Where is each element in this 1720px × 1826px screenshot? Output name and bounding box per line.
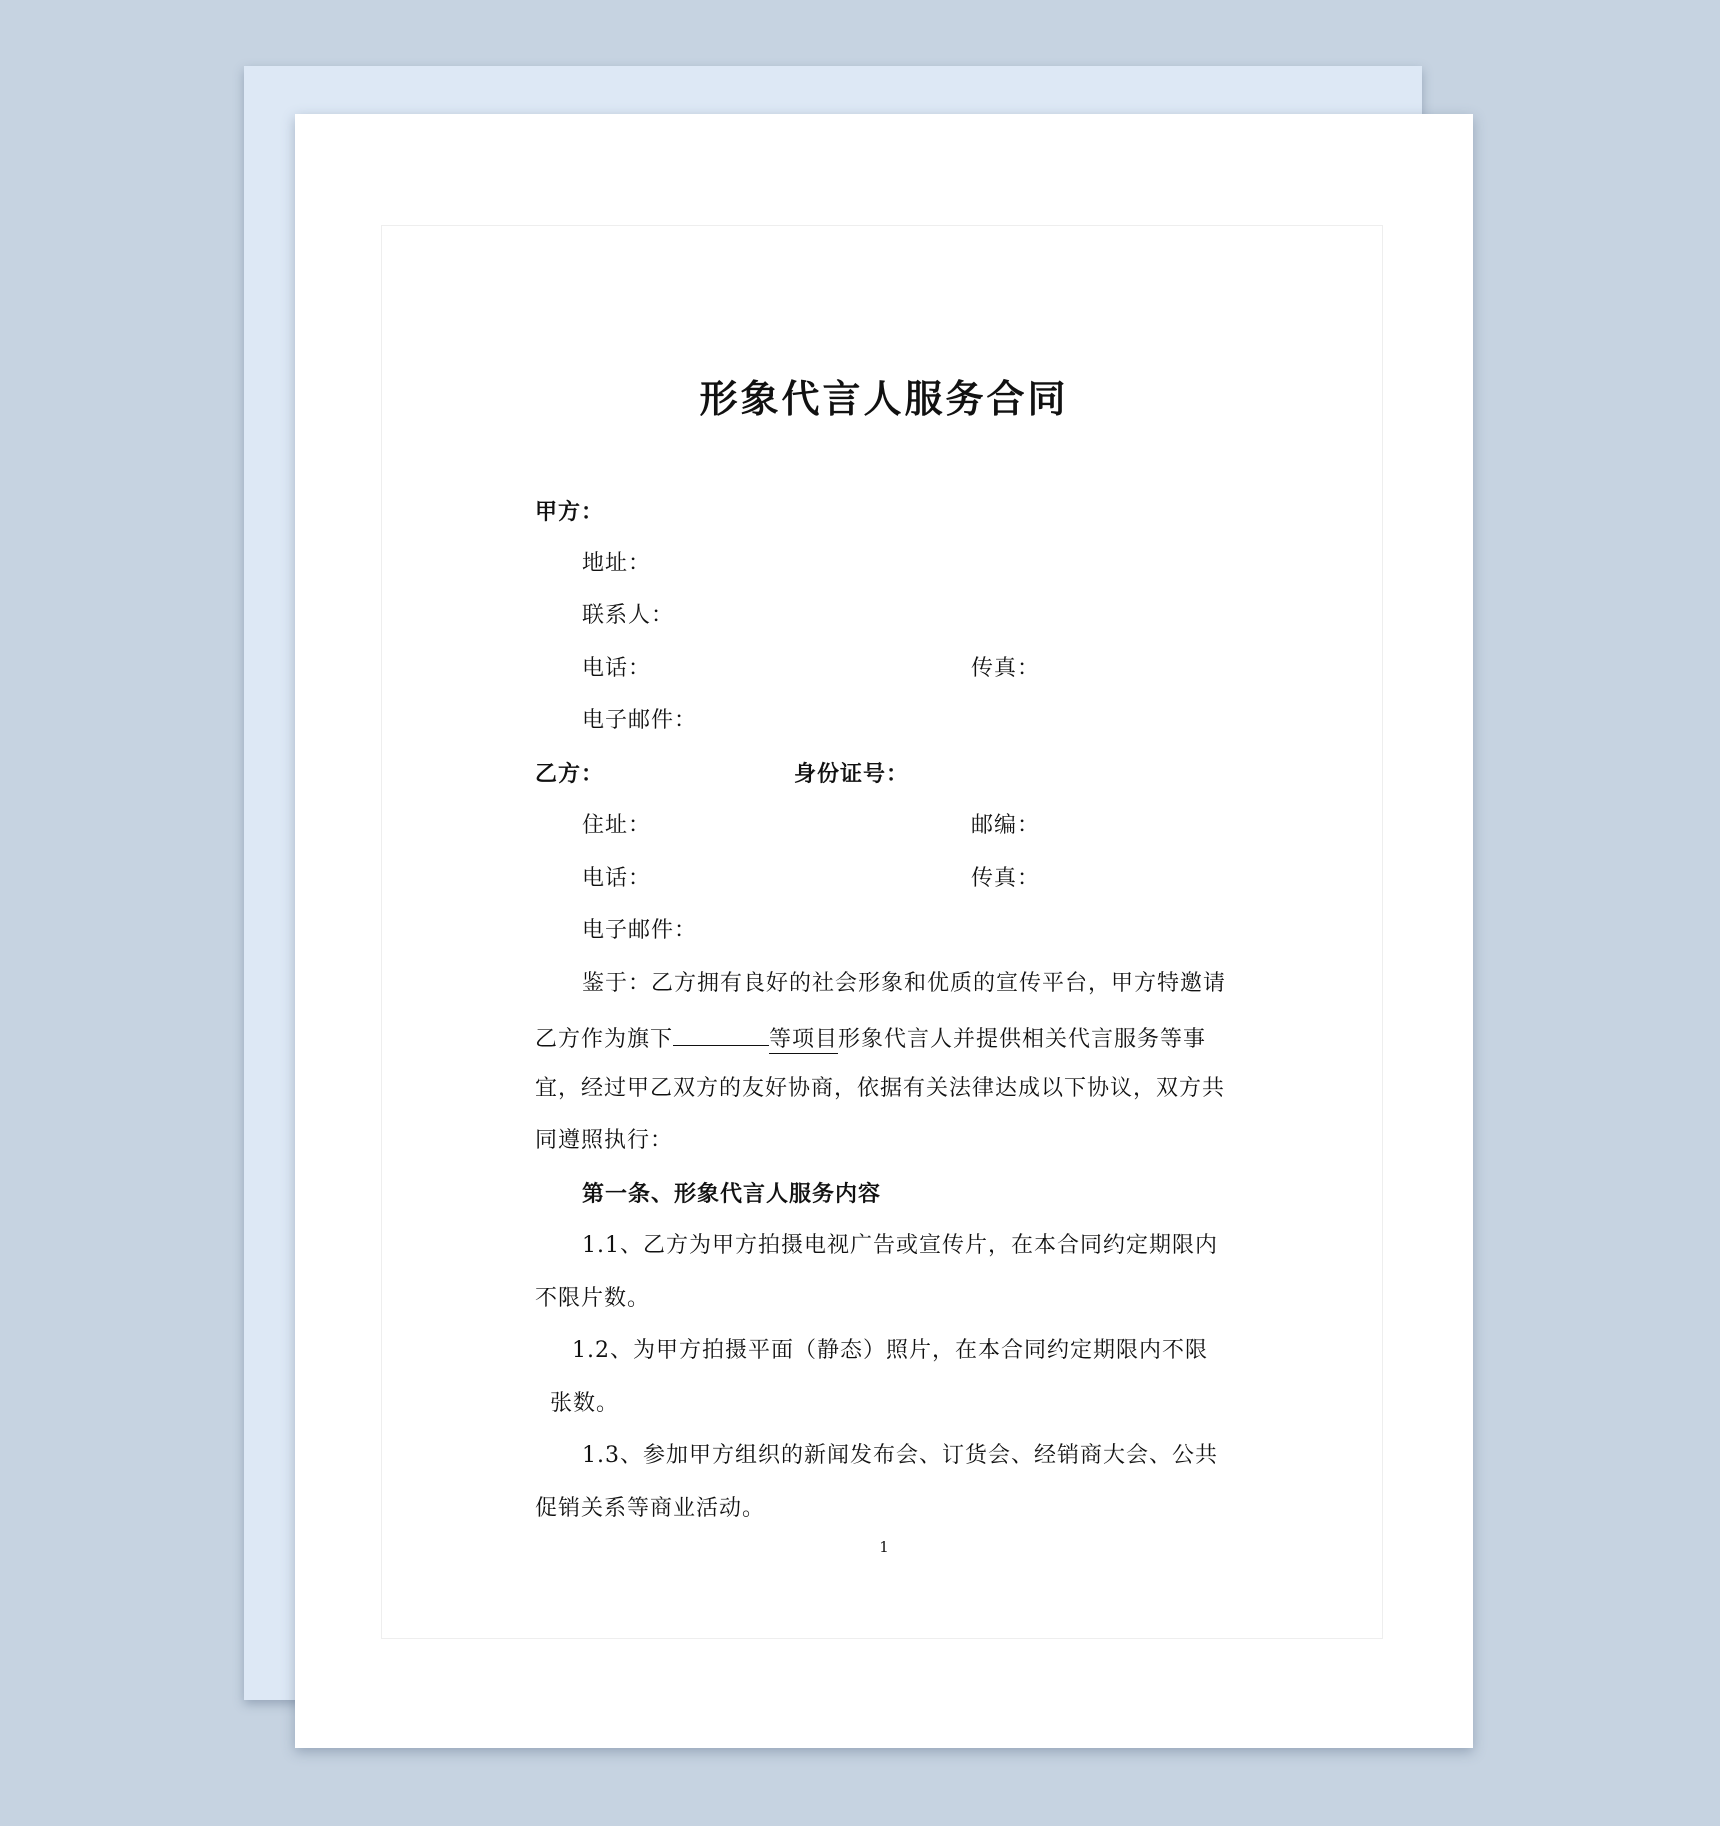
page-margin-box	[381, 225, 1383, 1639]
party-a-address-label: 地址：	[582, 551, 652, 576]
party-b-label: 乙方：	[535, 761, 605, 787]
preamble-line-1: 鉴于：乙方拥有良好的社会形象和优质的宣传平台，甲方特邀请	[582, 971, 1227, 996]
party-a-email-label: 电子邮件：	[582, 708, 698, 733]
preamble-line-2	[535, 1021, 1206, 1055]
document-page	[295, 114, 1473, 1748]
party-b-phone-label: 电话：	[582, 866, 652, 891]
party-a-phone-label: 电话：	[582, 656, 652, 681]
clause-1-2-line-2: 张数。	[550, 1391, 620, 1416]
article-1-heading: 第一条、形象代言人服务内容	[582, 1181, 882, 1207]
party-b-id-number-label: 身份证号：	[794, 761, 910, 787]
party-b-fax-label: 传真：	[971, 866, 1041, 891]
party-a-contact-label: 联系人：	[582, 603, 675, 628]
party-b-email-label: 电子邮件：	[582, 918, 698, 943]
preamble-line-3: 宜，经过甲乙双方的友好协商，依据有关法律达成以下协议，双方共	[535, 1076, 1226, 1101]
clause-1-2-line-1: 1.2、为甲方拍摄平面（静态）照片，在本合同约定期限内不限	[572, 1338, 1208, 1363]
page-number: 1	[879, 1538, 889, 1556]
preamble-line-2-prefix: 乙方作为旗下	[535, 1027, 674, 1052]
preamble-underlined-text: 等项目	[769, 1027, 839, 1052]
document-title: 形象代言人服务合同	[699, 376, 1069, 421]
project-name-blank	[673, 1021, 769, 1046]
party-a-fax-label: 传真：	[971, 656, 1041, 681]
party-b-residence-label: 住址：	[582, 813, 652, 838]
preamble-line-4: 同遵照执行：	[535, 1128, 674, 1153]
preamble-line-2-suffix: 形象代言人并提供相关代言服务等事	[838, 1027, 1207, 1052]
clause-1-3-line-1: 1.3、参加甲方组织的新闻发布会、订货会、经销商大会、公共	[582, 1443, 1218, 1468]
clause-1-1-line-2: 不限片数。	[535, 1286, 651, 1311]
clause-1-3-line-2: 促销关系等商业活动。	[535, 1496, 766, 1521]
party-a-label: 甲方：	[535, 499, 605, 525]
party-b-postcode-label: 邮编：	[971, 813, 1041, 838]
clause-1-1-line-1: 1.1、乙方为甲方拍摄电视广告或宣传片，在本合同约定期限内	[582, 1233, 1218, 1258]
